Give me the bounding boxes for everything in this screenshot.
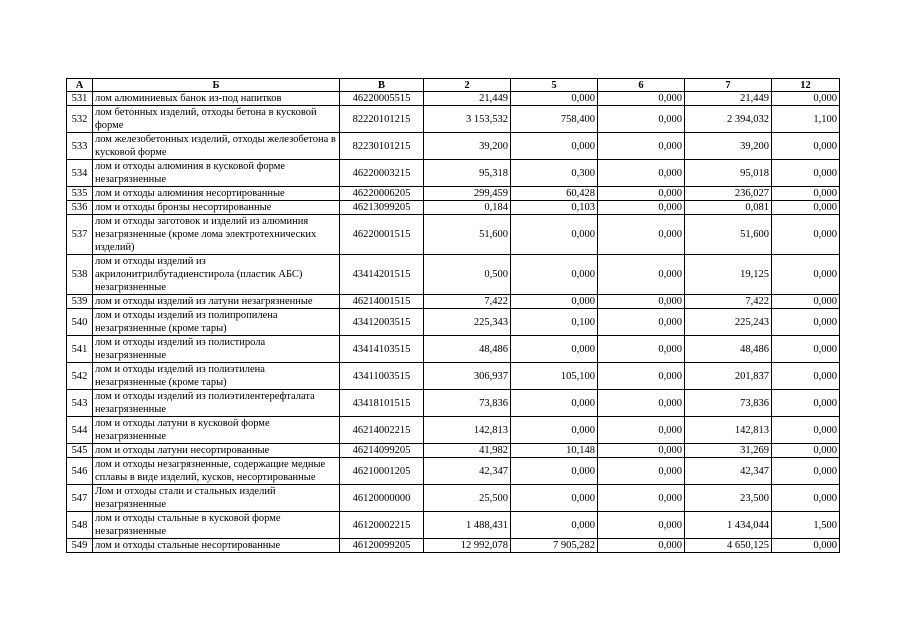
waste-name: лом и отходы изделий из латуни незагрязненные bbox=[93, 295, 340, 309]
row-number: 532 bbox=[67, 106, 93, 133]
row-number: 545 bbox=[67, 444, 93, 458]
col-12-value: 0,000 bbox=[772, 444, 840, 458]
header-col-b: Б bbox=[93, 79, 340, 92]
col-2-value: 225,343 bbox=[424, 309, 511, 336]
waste-name: лом и отходы стальные несортированные bbox=[93, 539, 340, 553]
waste-name: лом и отходы незагрязненные, содержащие медные сплавы в виде изделий, кусков, несортированные bbox=[93, 458, 340, 485]
col-5-value: 60,428 bbox=[511, 187, 598, 201]
fkko-code: 46220006205 bbox=[340, 187, 424, 201]
col-6-value: 0,000 bbox=[598, 539, 685, 553]
table-row bbox=[67, 92, 840, 106]
header-col-12: 12 bbox=[772, 79, 840, 92]
table-row bbox=[67, 444, 840, 458]
col-5-value: 105,100 bbox=[511, 363, 598, 390]
col-7-value: 23,500 bbox=[685, 485, 772, 512]
row-number: 538 bbox=[67, 255, 93, 295]
col-6-value: 0,000 bbox=[598, 309, 685, 336]
waste-name: лом и отходы латуни в кусковой форме незагрязненные bbox=[93, 417, 340, 444]
waste-name: лом и отходы изделий из полиэтилена незагрязненные (кроме тары) bbox=[93, 363, 340, 390]
row-number: 543 bbox=[67, 390, 93, 417]
row-number: 548 bbox=[67, 512, 93, 539]
fkko-code: 43418101515 bbox=[340, 390, 424, 417]
col-7-value: 225,243 bbox=[685, 309, 772, 336]
row-number: 533 bbox=[67, 133, 93, 160]
row-number: 540 bbox=[67, 309, 93, 336]
waste-name: лом и отходы стальные в кусковой форме незагрязненные bbox=[93, 512, 340, 539]
fkko-code: 43411003515 bbox=[340, 363, 424, 390]
table-row bbox=[67, 215, 840, 255]
fkko-code: 46120099205 bbox=[340, 539, 424, 553]
col-2-value: 51,600 bbox=[424, 215, 511, 255]
col-6-value: 0,000 bbox=[598, 295, 685, 309]
col-6-value: 0,000 bbox=[598, 512, 685, 539]
waste-name: лом и отходы изделий из акрилонитрилбутадиенстирола (пластик АБС) незагрязненные bbox=[93, 255, 340, 295]
col-7-value: 73,836 bbox=[685, 390, 772, 417]
header-col-2: 2 bbox=[424, 79, 511, 92]
row-number: 546 bbox=[67, 458, 93, 485]
col-2-value: 41,982 bbox=[424, 444, 511, 458]
fkko-code: 46214002215 bbox=[340, 417, 424, 444]
col-7-value: 142,813 bbox=[685, 417, 772, 444]
col-2-value: 48,486 bbox=[424, 336, 511, 363]
col-5-value: 758,400 bbox=[511, 106, 598, 133]
waste-table bbox=[66, 78, 840, 553]
waste-name: лом и отходы алюминия несортированные bbox=[93, 187, 340, 201]
waste-name: лом железобетонных изделий, отходы железобетона в кусковой форме bbox=[93, 133, 340, 160]
fkko-code: 82230101215 bbox=[340, 133, 424, 160]
table-row bbox=[67, 201, 840, 215]
fkko-code: 82220101215 bbox=[340, 106, 424, 133]
table-row bbox=[67, 512, 840, 539]
col-12-value: 1,500 bbox=[772, 512, 840, 539]
row-number: 544 bbox=[67, 417, 93, 444]
table-row bbox=[67, 485, 840, 512]
table-row bbox=[67, 106, 840, 133]
col-6-value: 0,000 bbox=[598, 444, 685, 458]
table-row bbox=[67, 187, 840, 201]
col-5-value: 7 905,282 bbox=[511, 539, 598, 553]
row-number: 535 bbox=[67, 187, 93, 201]
table-row bbox=[67, 255, 840, 295]
table-row bbox=[67, 133, 840, 160]
col-2-value: 142,813 bbox=[424, 417, 511, 444]
row-number: 542 bbox=[67, 363, 93, 390]
col-6-value: 0,000 bbox=[598, 201, 685, 215]
col-7-value: 1 434,044 bbox=[685, 512, 772, 539]
waste-name: лом и отходы изделий из полиэтилентерефталата незагрязненные bbox=[93, 390, 340, 417]
col-5-value: 0,103 bbox=[511, 201, 598, 215]
col-7-value: 21,449 bbox=[685, 92, 772, 106]
waste-name: лом и отходы изделий из полистирола незагрязненные bbox=[93, 336, 340, 363]
col-5-value: 0,000 bbox=[511, 215, 598, 255]
col-5-value: 0,000 bbox=[511, 390, 598, 417]
table-row bbox=[67, 363, 840, 390]
row-number: 549 bbox=[67, 539, 93, 553]
fkko-code: 43412003515 bbox=[340, 309, 424, 336]
col-6-value: 0,000 bbox=[598, 390, 685, 417]
table-row bbox=[67, 417, 840, 444]
col-6-value: 0,000 bbox=[598, 92, 685, 106]
col-12-value: 0,000 bbox=[772, 363, 840, 390]
col-5-value: 0,100 bbox=[511, 309, 598, 336]
col-6-value: 0,000 bbox=[598, 336, 685, 363]
fkko-code: 43414201515 bbox=[340, 255, 424, 295]
fkko-code: 46220001515 bbox=[340, 215, 424, 255]
header-row bbox=[67, 79, 840, 92]
row-number: 536 bbox=[67, 201, 93, 215]
col-7-value: 201,837 bbox=[685, 363, 772, 390]
fkko-code: 46220005515 bbox=[340, 92, 424, 106]
col-6-value: 0,000 bbox=[598, 215, 685, 255]
col-7-value: 4 650,125 bbox=[685, 539, 772, 553]
fkko-code: 46214099205 bbox=[340, 444, 424, 458]
col-6-value: 0,000 bbox=[598, 485, 685, 512]
fkko-code: 46213099205 bbox=[340, 201, 424, 215]
table-body bbox=[67, 92, 840, 553]
col-12-value: 1,100 bbox=[772, 106, 840, 133]
col-12-value: 0,000 bbox=[772, 133, 840, 160]
row-number: 547 bbox=[67, 485, 93, 512]
col-5-value: 0,000 bbox=[511, 512, 598, 539]
col-6-value: 0,000 bbox=[598, 106, 685, 133]
col-5-value: 0,000 bbox=[511, 92, 598, 106]
col-7-value: 7,422 bbox=[685, 295, 772, 309]
col-7-value: 0,081 bbox=[685, 201, 772, 215]
col-2-value: 21,449 bbox=[424, 92, 511, 106]
col-5-value: 0,000 bbox=[511, 485, 598, 512]
col-5-value: 0,300 bbox=[511, 160, 598, 187]
col-7-value: 48,486 bbox=[685, 336, 772, 363]
waste-name: Лом и отходы стали и стальных изделий незагрязненные bbox=[93, 485, 340, 512]
waste-name: лом и отходы латуни несортированные bbox=[93, 444, 340, 458]
col-5-value: 0,000 bbox=[511, 417, 598, 444]
fkko-code: 46210001205 bbox=[340, 458, 424, 485]
col-12-value: 0,000 bbox=[772, 255, 840, 295]
col-2-value: 73,836 bbox=[424, 390, 511, 417]
col-7-value: 2 394,032 bbox=[685, 106, 772, 133]
col-6-value: 0,000 bbox=[598, 255, 685, 295]
waste-name: лом бетонных изделий, отходы бетона в кусковой форме bbox=[93, 106, 340, 133]
fkko-code: 46120002215 bbox=[340, 512, 424, 539]
col-7-value: 236,027 bbox=[685, 187, 772, 201]
col-5-value: 0,000 bbox=[511, 295, 598, 309]
header-col-7: 7 bbox=[685, 79, 772, 92]
row-number: 537 bbox=[67, 215, 93, 255]
col-12-value: 0,000 bbox=[772, 201, 840, 215]
col-2-value: 12 992,078 bbox=[424, 539, 511, 553]
header-col-5: 5 bbox=[511, 79, 598, 92]
header-col-v: В bbox=[340, 79, 424, 92]
col-12-value: 0,000 bbox=[772, 160, 840, 187]
col-7-value: 95,018 bbox=[685, 160, 772, 187]
col-2-value: 0,500 bbox=[424, 255, 511, 295]
col-2-value: 7,422 bbox=[424, 295, 511, 309]
header-col-6: 6 bbox=[598, 79, 685, 92]
fkko-code: 46214001515 bbox=[340, 295, 424, 309]
fkko-code: 46220003215 bbox=[340, 160, 424, 187]
col-12-value: 0,000 bbox=[772, 295, 840, 309]
table-row bbox=[67, 160, 840, 187]
col-12-value: 0,000 bbox=[772, 485, 840, 512]
waste-name: лом и отходы изделий из полипропилена незагрязненные (кроме тары) bbox=[93, 309, 340, 336]
col-2-value: 39,200 bbox=[424, 133, 511, 160]
table-row bbox=[67, 336, 840, 363]
col-5-value: 0,000 bbox=[511, 133, 598, 160]
col-7-value: 42,347 bbox=[685, 458, 772, 485]
col-12-value: 0,000 bbox=[772, 309, 840, 336]
col-2-value: 299,459 bbox=[424, 187, 511, 201]
table-row bbox=[67, 309, 840, 336]
waste-name: лом алюминиевых банок из-под напитков bbox=[93, 92, 340, 106]
header-col-a: А bbox=[67, 79, 93, 92]
col-2-value: 95,318 bbox=[424, 160, 511, 187]
col-7-value: 19,125 bbox=[685, 255, 772, 295]
waste-name: лом и отходы бронзы несортированные bbox=[93, 201, 340, 215]
col-2-value: 25,500 bbox=[424, 485, 511, 512]
col-2-value: 42,347 bbox=[424, 458, 511, 485]
col-12-value: 0,000 bbox=[772, 187, 840, 201]
col-2-value: 3 153,532 bbox=[424, 106, 511, 133]
col-12-value: 0,000 bbox=[772, 417, 840, 444]
col-12-value: 0,000 bbox=[772, 458, 840, 485]
col-2-value: 306,937 bbox=[424, 363, 511, 390]
col-5-value: 0,000 bbox=[511, 336, 598, 363]
col-6-value: 0,000 bbox=[598, 187, 685, 201]
col-12-value: 0,000 bbox=[772, 92, 840, 106]
row-number: 539 bbox=[67, 295, 93, 309]
table-row bbox=[67, 458, 840, 485]
col-7-value: 39,200 bbox=[685, 133, 772, 160]
table-row bbox=[67, 539, 840, 553]
col-6-value: 0,000 bbox=[598, 458, 685, 485]
col-5-value: 10,148 bbox=[511, 444, 598, 458]
table-row bbox=[67, 295, 840, 309]
table-row bbox=[67, 390, 840, 417]
waste-name: лом и отходы заготовок и изделий из алюминия незагрязненные (кроме лома электротехнических изделий) bbox=[93, 215, 340, 255]
waste-name: лом и отходы алюминия в кусковой форме незагрязненные bbox=[93, 160, 340, 187]
fkko-code: 43414103515 bbox=[340, 336, 424, 363]
col-12-value: 0,000 bbox=[772, 539, 840, 553]
row-number: 531 bbox=[67, 92, 93, 106]
col-7-value: 51,600 bbox=[685, 215, 772, 255]
fkko-code: 46120000000 bbox=[340, 485, 424, 512]
col-7-value: 31,269 bbox=[685, 444, 772, 458]
col-12-value: 0,000 bbox=[772, 390, 840, 417]
col-6-value: 0,000 bbox=[598, 133, 685, 160]
col-5-value: 0,000 bbox=[511, 458, 598, 485]
row-number: 534 bbox=[67, 160, 93, 187]
col-6-value: 0,000 bbox=[598, 417, 685, 444]
row-number: 541 bbox=[67, 336, 93, 363]
col-6-value: 0,000 bbox=[598, 363, 685, 390]
col-5-value: 0,000 bbox=[511, 255, 598, 295]
col-12-value: 0,000 bbox=[772, 336, 840, 363]
col-2-value: 1 488,431 bbox=[424, 512, 511, 539]
col-12-value: 0,000 bbox=[772, 215, 840, 255]
col-2-value: 0,184 bbox=[424, 201, 511, 215]
col-6-value: 0,000 bbox=[598, 160, 685, 187]
